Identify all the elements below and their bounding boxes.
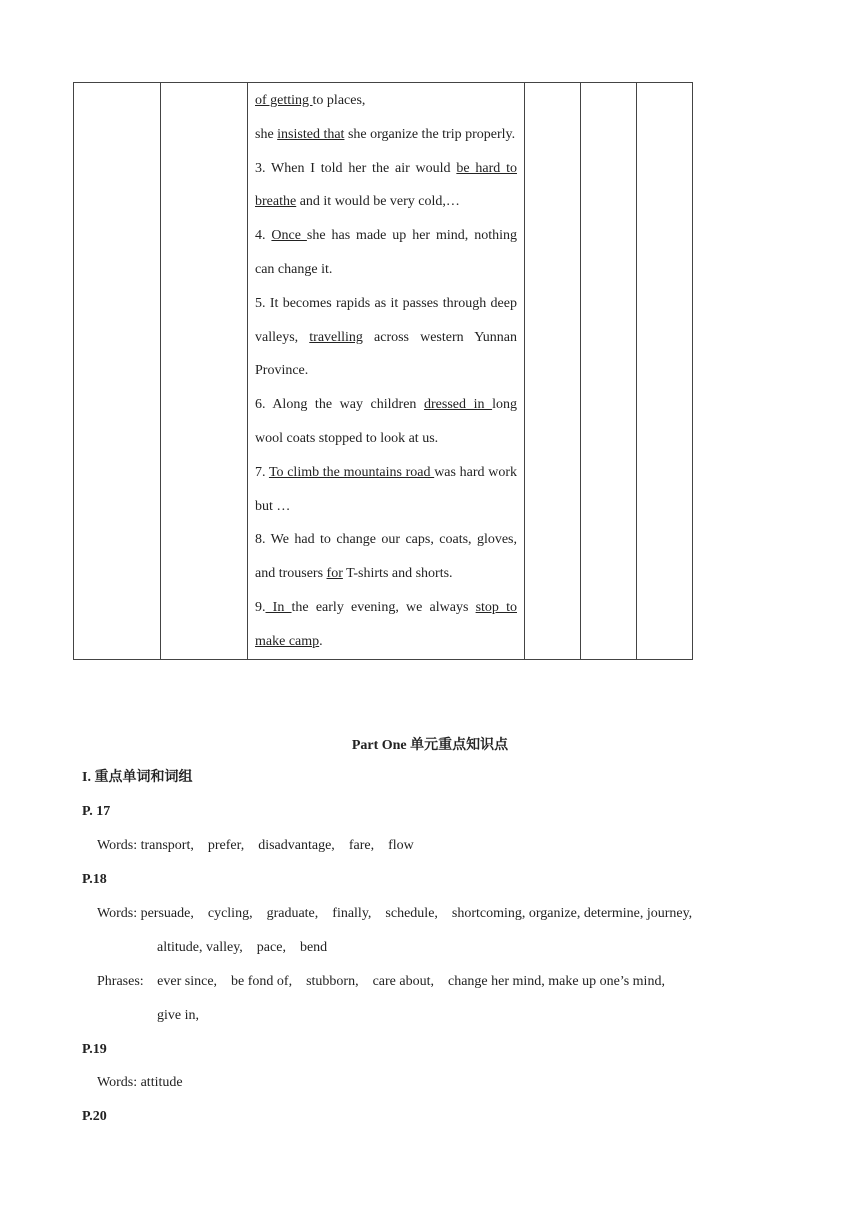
table-cell-empty	[161, 83, 248, 660]
sentence	[255, 591, 517, 659]
sentence-text: .	[319, 633, 323, 649]
vocab-item: schedule,	[385, 906, 438, 921]
p18-words-row-cont	[157, 938, 341, 958]
underlined-phrase: for	[326, 566, 343, 582]
part-heading: Part One 单元重点知识点	[351, 738, 509, 753]
vocab-item: shortcoming, organize, determine, journey,	[451, 906, 693, 921]
vocab-item: flow	[388, 838, 414, 853]
sentence-text: 7.	[255, 464, 269, 480]
sentence	[255, 84, 517, 118]
sentence	[255, 287, 517, 388]
sentence	[255, 388, 517, 456]
vocab-item: disadvantage,	[258, 838, 335, 853]
section-title: I. 重点单词和词组	[82, 770, 193, 785]
sentence	[255, 456, 517, 524]
sentence	[255, 152, 517, 220]
sentence-text: 8. We had to change our caps, coats, gloves, and trousers	[255, 532, 517, 582]
words-label: Words:	[97, 906, 138, 921]
page-label-p20: P.20	[82, 1109, 107, 1124]
p18-word-list-cont	[157, 940, 341, 955]
underlined-phrase: In	[265, 599, 292, 615]
underlined-phrase: Once	[271, 228, 307, 244]
p17-words-row	[97, 836, 428, 856]
vocab-item: finally,	[332, 906, 372, 921]
underlined-phrase: travelling	[309, 329, 363, 345]
sentence-text: she	[255, 126, 278, 142]
sentence-text: T-shirts and shorts.	[342, 566, 453, 582]
vocab-item: care about,	[372, 974, 434, 989]
sentence	[255, 523, 517, 591]
vocab-item: persuade,	[140, 906, 194, 921]
vocab-item: change her mind, make up one’s mind,	[448, 974, 665, 989]
vocab-item: fare,	[348, 838, 375, 853]
sentence-text: the early evening, we always	[291, 599, 476, 615]
vocab-item: altitude, valley,	[157, 940, 243, 955]
sentence-text: was hard work but …	[255, 464, 517, 514]
sentence-text: to places,	[312, 93, 366, 108]
p18-phrases-row	[97, 972, 679, 992]
page-label-p19: P.19	[82, 1042, 107, 1057]
p18-word-list	[141, 906, 707, 921]
p18-phrases-row-cont	[157, 1006, 213, 1026]
sentence-text: 4.	[255, 228, 272, 244]
p19-word-list	[141, 1075, 197, 1090]
p17-word-list	[141, 838, 428, 853]
underlined-phrase: be hard to breathe	[255, 160, 517, 210]
table-cell-sentences	[248, 83, 525, 660]
p18-phrase-list-cont	[157, 1008, 213, 1023]
vocab-item: stubborn,	[306, 974, 359, 989]
vocab-item: give in,	[157, 1008, 199, 1023]
underlined-phrase: of getting	[255, 93, 313, 108]
phrases-label: Phrases:	[97, 974, 144, 989]
p19-words-row	[97, 1073, 197, 1093]
sentence	[255, 118, 517, 152]
vocab-item: graduate,	[266, 906, 319, 921]
sentence-table	[73, 82, 693, 660]
vocab-item: ever since,	[157, 974, 218, 989]
sentence-text: 9.	[255, 599, 266, 615]
sentence-text: 3. When I told her the air would	[255, 160, 457, 176]
table-cell-empty	[581, 83, 637, 660]
page-label-p17: P. 17	[82, 804, 111, 819]
sentence-text: 5. It becomes rapids as it passes through deep valleys,	[255, 295, 517, 345]
sentence-list	[248, 83, 524, 659]
underlined-phrase: stop to make camp	[255, 599, 517, 649]
table-cell-empty	[74, 83, 161, 660]
sentence-text: across western Yunnan Province.	[255, 329, 518, 379]
sentence-text: she has made up her mind, nothing can change it.	[255, 228, 517, 277]
underlined-phrase: dressed in	[424, 397, 493, 413]
p18-phrase-list	[157, 974, 679, 989]
page-label-p18: P.18	[82, 872, 107, 887]
sentence-text: and it would be very cold,…	[296, 194, 460, 210]
words-label: Words:	[97, 1075, 138, 1090]
table-cell-empty	[525, 83, 581, 660]
sentence	[255, 219, 517, 287]
sentence-text: long wool coats stopped to look at us.	[255, 397, 517, 446]
underlined-phrase: insisted that	[277, 126, 345, 142]
words-label: Words:	[97, 838, 138, 853]
vocab-item: bend	[299, 940, 328, 955]
vocab-item: cycling,	[207, 906, 253, 921]
vocab-item: prefer,	[207, 838, 245, 853]
vocab-item: attitude	[140, 1075, 183, 1090]
p18-words-row	[97, 904, 706, 924]
vocab-item: be fond of,	[231, 974, 293, 989]
sentence-text: 6. Along the way children	[255, 397, 425, 413]
sentence-text: she organize the trip properly.	[344, 126, 516, 142]
vocab-item: pace,	[256, 940, 286, 955]
underlined-phrase: To climb the mountains road	[268, 464, 435, 480]
vocab-item: transport,	[140, 838, 194, 853]
table-cell-empty	[637, 83, 693, 660]
